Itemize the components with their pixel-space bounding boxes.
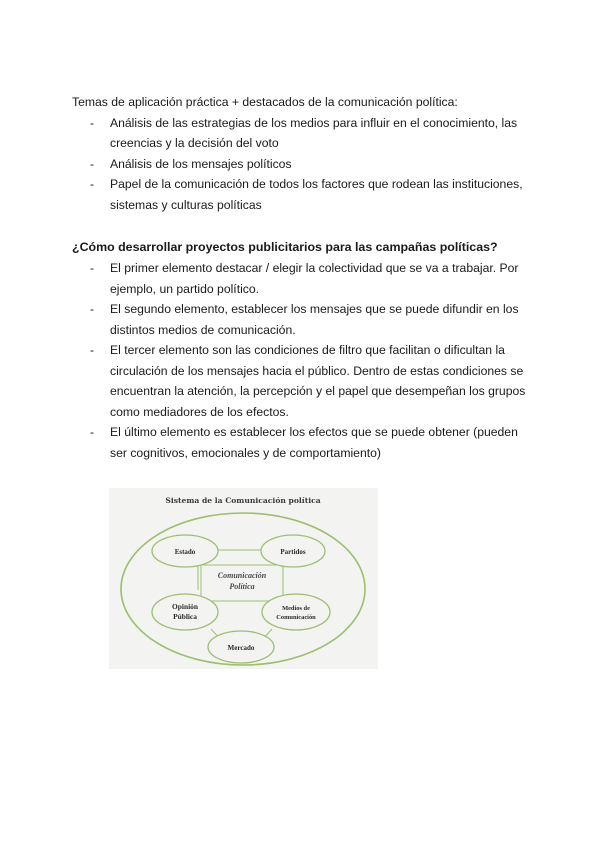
bullet-dash: -	[90, 302, 95, 316]
list-item	[72, 340, 528, 422]
diagram-svg	[109, 488, 378, 669]
center-label-line1: Comunicación	[217, 571, 267, 580]
list-item-text: ser cognitivos, emocionales y de comportamiento)	[110, 445, 381, 460]
list-item-text: Análisis de los mensajes políticos	[110, 156, 292, 171]
bullet-dash: -	[90, 425, 95, 439]
list-item-text: encuentran la atención, la percepción y el papel que desempeñan los grupos	[110, 384, 526, 398]
node-estado-label: Estado	[174, 548, 196, 556]
node-mercado-label: Mercado	[227, 644, 255, 652]
center-label-line2: Política	[229, 582, 255, 591]
node-opinion-label-1: Opinión	[172, 602, 198, 611]
bullet-dash: -	[90, 261, 95, 275]
list-item	[72, 299, 528, 340]
diagram-title: Sistema de la Comunicación política	[165, 496, 321, 505]
intro-section	[72, 92, 528, 215]
node-medios-label-2: Comunicación	[276, 614, 316, 621]
list-item-text: El segundo elemento, establecer los mensajes que se puede difundir en los	[110, 302, 519, 316]
list-item-text: El último elemento es establecer los efectos que se puede obtener (pueden	[110, 425, 518, 439]
list-item-text: como mediadores de los efectos.	[110, 404, 289, 419]
bullet-dash: -	[90, 343, 95, 357]
list-item	[72, 422, 528, 463]
node-medios-label-1: Medios de	[282, 605, 310, 612]
section-heading: ¿Cómo desarrollar proyectos publicitarios para las campañas políticas?	[72, 240, 498, 254]
intro-list	[72, 113, 528, 216]
list-item-text: El primer elemento destacar / elegir la colectividad que se va a trabajar. Por	[110, 261, 519, 275]
intro-lead: Temas de aplicación práctica + destacados de la comunicación política:	[72, 95, 458, 109]
list-item	[72, 113, 528, 154]
political-communication-diagram	[109, 488, 378, 669]
node-medios-comunicacion	[262, 594, 330, 630]
steps-section	[72, 258, 528, 463]
list-item-text: El tercer elemento son las condiciones de filtro que facilitan o dificultan la	[110, 343, 505, 357]
list-item	[72, 154, 528, 175]
steps-list	[72, 258, 528, 463]
bullet-dash: -	[90, 115, 95, 130]
list-item-text: circulación de los mensajes hacia el público. Dentro de estas condiciones se	[110, 363, 524, 378]
list-item-text: Papel de la comunicación de todos los factores que rodean las instituciones,	[110, 177, 523, 191]
bullet-dash: -	[90, 177, 95, 191]
list-item	[72, 174, 528, 215]
node-opinion-label-2: Pública	[173, 612, 197, 621]
list-item-text: Análisis de las estrategias de los medios para influir en el conocimiento, las	[110, 115, 518, 130]
list-item-text: ejemplo, un partido político.	[110, 281, 260, 296]
list-item-text: sistemas y culturas políticas	[110, 197, 262, 212]
list-item	[72, 258, 528, 299]
node-partidos-label: Partidos	[280, 548, 306, 556]
bullet-dash: -	[90, 156, 95, 171]
list-item-text: creencias y la decisión del voto	[110, 136, 279, 150]
list-item-text: distintos medios de comunicación.	[110, 322, 296, 337]
